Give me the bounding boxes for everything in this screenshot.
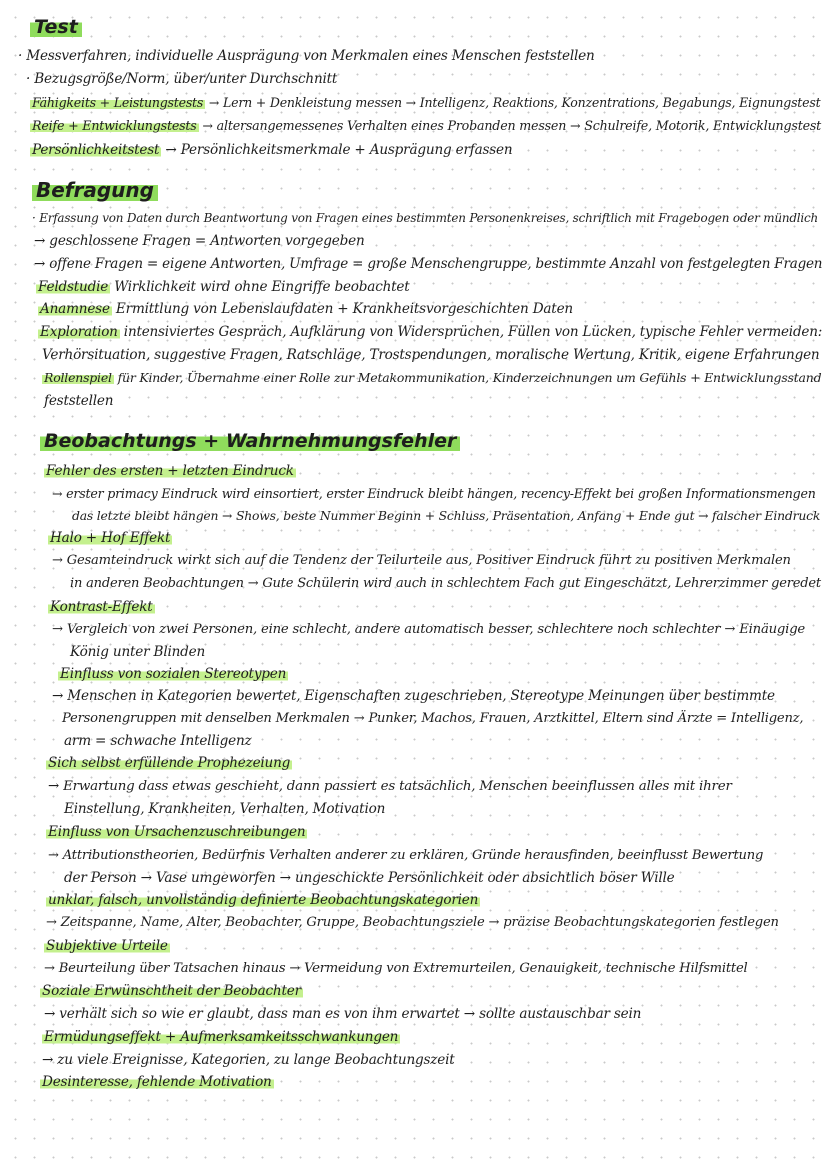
note-line: feststellen: [44, 393, 114, 409]
term-highlight: Rollenspiel: [44, 370, 112, 385]
note-line: Einstellung, Krankheiten, Verhalten, Motivation: [64, 801, 386, 817]
note-line: Fähigkeits + Leistungstests → Lern + Denkleistung messen → Intelligenz, Reaktions, Konzentrations, Begabungs, Eignungstest: [32, 95, 821, 110]
note-line: Reife + Entwicklungstests → altersangemessenes Verhalten eines Probanden messen → Schulreife, Motorik, Entwicklungstest: [32, 118, 822, 133]
note-line: → Beurteilung über Tatsachen hinaus → Vermeidung von Extremurteilen, Genauigkeit, technische Hilfsmittel: [44, 961, 748, 976]
term-highlight: Halo + Hof Effekt: [50, 530, 171, 546]
note-line: → zu viele Ereignisse, Kategorien, zu lange Beobachtungszeit: [42, 1052, 455, 1068]
note-line: · Bezugsgröße/Norm, über/unter Durchschnitt: [26, 71, 338, 87]
note-line: [42, 1028, 400, 1046]
heading-beobachtungsfehler: Beobachtungs + Wahrnehmungsfehler: [40, 430, 460, 452]
term-highlight: Ermüdungseffekt + Aufmerksamkeitsschwankungen: [44, 1029, 399, 1045]
note-line: → Menschen in Kategorien bewertet, Eigenschaften zugeschrieben, Stereotype Meinungen über bestimmte: [52, 688, 775, 704]
term-highlight: Soziale Erwünschtheit der Beobachter: [42, 983, 301, 999]
term-highlight: Subjektive Urteile: [46, 938, 168, 954]
note-line: Anamnese Ermittlung von Lebenslaufdaten + Krankheitsvorgeschichten Daten: [40, 301, 573, 317]
term-highlight: Fähigkeits + Leistungstests: [32, 95, 204, 110]
note-line: → verhält sich so wie er glaubt, dass man es von ihm erwartet → sollte austauschbar sein: [44, 1006, 642, 1022]
note-line: → geschlossene Fragen = Antworten vorgegeben: [34, 233, 365, 249]
note-line: → Vergleich von zwei Personen, eine schlecht, andere automatisch besser, schlechtere noch schlechter → Einäugige: [52, 622, 806, 637]
note-line: arm = schwache Intelligenz: [64, 733, 252, 749]
note-line: → Attributionstheorien, Bedürfnis Verhalten anderer zu erklären, Gründe herausfinden, beeinflusst Bewertung: [48, 848, 764, 863]
note-line: [40, 1073, 274, 1091]
note-line: Personengruppen mit denselben Merkmalen → Punker, Machos, Frauen, Arztkittel, Eltern sind Ärzte = Intelligenz,: [62, 711, 804, 726]
term-highlight: Einfluss von Ursachenzuschreibungen: [48, 824, 306, 840]
note-line: Feldstudie Wirklichkeit wird ohne Eingriffe beobachtet: [38, 279, 410, 295]
term-highlight: unklar, falsch, unvollständig definierte Beobachtungskategorien: [48, 892, 479, 908]
term-highlight: Kontrast-Effekt: [50, 599, 153, 615]
note-line: König unter Blinden: [70, 644, 206, 660]
note-line: Rollenspiel für Kinder, Übernahme einer Rolle zur Metakommunikation, Kinderzeichnungen um Gefühls + Entwicklungsstand: [44, 370, 822, 385]
note-line: [40, 982, 303, 1000]
term-highlight: Sich selbst erfüllende Prophezeiung: [48, 755, 291, 771]
term-highlight: Fehler des ersten + letzten Eindruck: [46, 463, 294, 479]
note-line: das letzte bleibt hängen → Shows, beste Nummer Beginn + Schluss, Präsentation, Anfang + Ende gut → falscher Eindruck: [72, 508, 821, 523]
term-highlight: Exploration: [40, 324, 118, 340]
note-line: [46, 891, 480, 909]
note-line: der Person → Vase umgeworfen → ungeschickte Persönlichkeit oder absichtlich böser Wille: [64, 870, 675, 886]
note-line: Persönlichkeitstest → Persönlichkeitsmerkmale + Ausprägung erfassen: [32, 142, 513, 158]
term-highlight: Persönlichkeitstest: [32, 142, 160, 158]
term-highlight: Einfluss von sozialen Stereotypen: [60, 666, 287, 682]
note-line: Exploration intensiviertes Gespräch, Aufklärung von Widersprüchen, Füllen von Lücken, typische Fehler vermeiden:: [40, 324, 823, 340]
note-line: [48, 529, 172, 547]
note-line: → Gesamteindruck wirkt sich auf die Tendenz der Teilurteile aus, Positiver Eindruck führt zu positiven Merkmalen: [52, 553, 791, 568]
heading-befragung: Befragung: [32, 178, 158, 202]
heading-test: Test: [30, 16, 82, 38]
note-line: · Messverfahren, individuelle Ausprägung von Merkmalen eines Menschen feststellen: [18, 48, 595, 64]
note-line: Verhörsituation, suggestive Fragen, Ratschläge, Trostspendungen, moralische Wertung, Kritik, eigene Erfahrungen: [42, 347, 820, 363]
note-line: → Erwartung dass etwas geschieht, dann passiert es tatsächlich, Menschen beeinflussen alles mit ihrer: [48, 779, 732, 794]
term-highlight: Desinteresse, fehlende Motivation: [42, 1074, 272, 1090]
term-highlight: Anamnese: [40, 301, 110, 317]
note-line: [46, 823, 307, 841]
note-line: → offene Fragen = eigene Antworten, Umfrage = große Menschengruppe, bestimmte Anzahl von festgelegten Fragen: [34, 256, 823, 272]
term-highlight: Feldstudie: [38, 279, 109, 295]
note-line: → erster primacy Eindruck wird einsortiert, erster Eindruck bleibt hängen, recency-Effekt bei großen Informationsmengen: [52, 486, 816, 501]
note-line: [44, 462, 296, 480]
note-line: · Erfassung von Daten durch Beantwortung von Fragen eines bestimmten Personenkreises, schriftlich mit Fragebogen oder mündlich: [32, 211, 819, 225]
note-line: [58, 665, 288, 683]
term-highlight: Reife + Entwicklungstests: [32, 118, 197, 133]
note-line: → Zeitspanne, Name, Alter, Beobachter, Gruppe, Beobachtungsziele → präzise Beobachtungskategorien festlegen: [46, 915, 779, 930]
note-line: [48, 598, 155, 616]
note-line: [44, 937, 170, 955]
note-line: in anderen Beobachtungen → Gute Schülerin wird auch in schlechtem Fach gut Eingeschätzt, Lehrerzimmer geredet: [70, 576, 821, 591]
note-line: [46, 754, 292, 772]
